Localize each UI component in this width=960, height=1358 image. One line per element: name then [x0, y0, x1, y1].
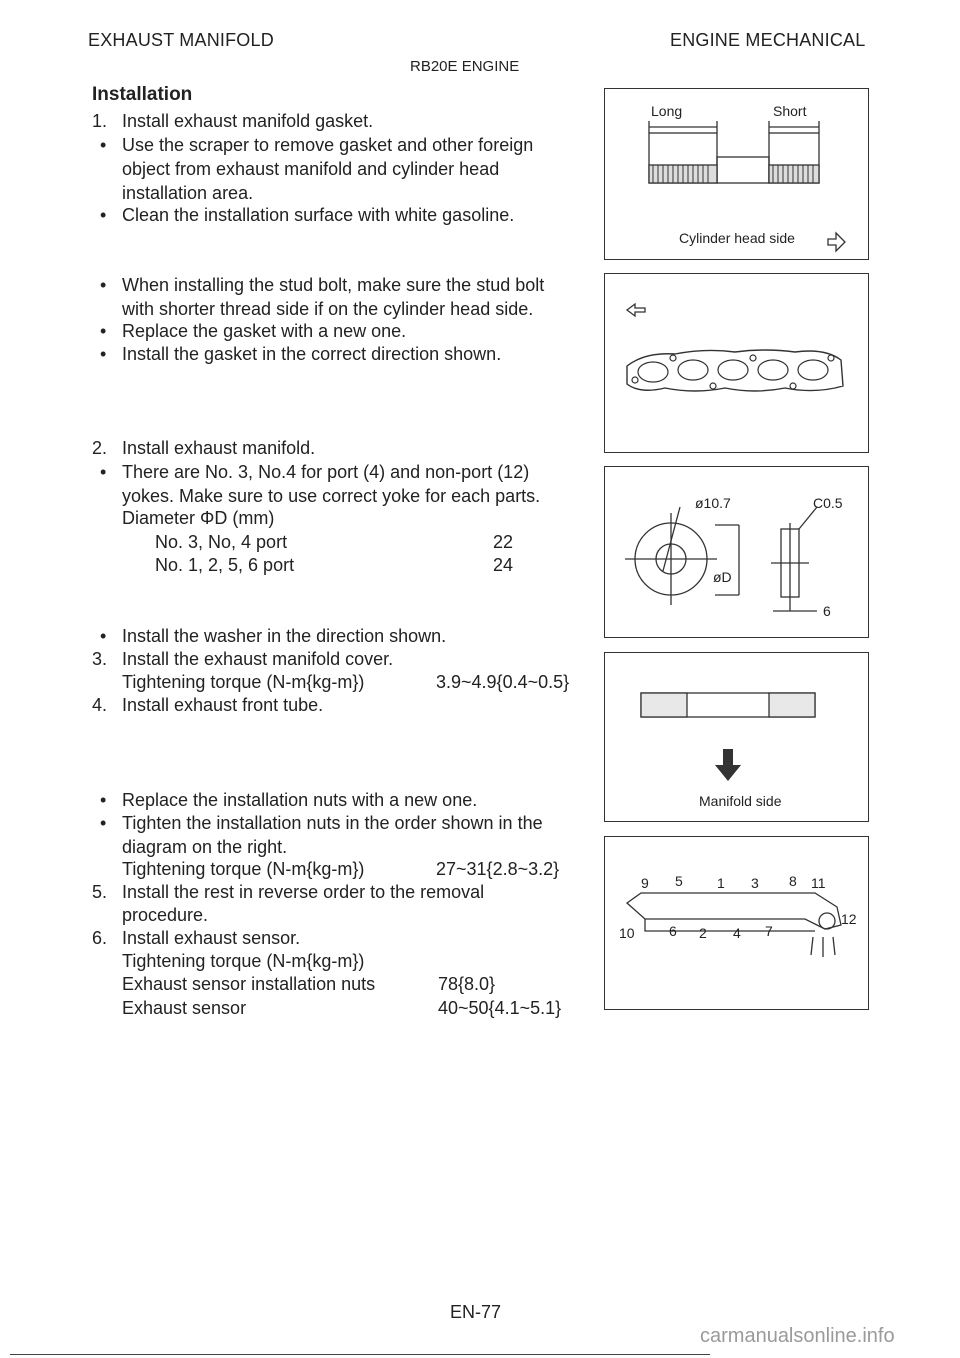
header-left: EXHAUST MANIFOLD [88, 30, 274, 50]
footer-rule [10, 1354, 710, 1355]
torque-label: Tightening torque (N-m{kg-m}) [122, 951, 365, 971]
bullet-text: object from exhaust manifold and cylinder head [122, 159, 500, 179]
label-short: Short [773, 103, 807, 119]
bullet-text: Replace the installation nuts with a new one. [122, 790, 478, 810]
order-12: 12 [841, 911, 857, 927]
bullet: • [100, 205, 107, 225]
section-title: Installation [92, 84, 193, 105]
bullet: • [100, 462, 107, 482]
bullet: • [100, 813, 107, 833]
page-number: EN-77 [450, 1302, 502, 1322]
arrow-down-icon [715, 749, 741, 781]
bullet: • [100, 135, 107, 155]
order-8: 8 [789, 873, 797, 889]
torque-label: Tightening torque (N-m{kg-m}) [122, 859, 365, 879]
diameter-label: Diameter ΦD (mm) [122, 508, 275, 528]
step-number: 6. [92, 928, 108, 948]
step-number: 4. [92, 695, 108, 715]
caption-cylinder-head-side: Cylinder head side [679, 230, 795, 246]
figure-washer [604, 466, 869, 638]
bullet-text: yokes. Make sure to use correct yoke for each parts. [122, 486, 541, 506]
caption-manifold-side: Manifold side [699, 793, 782, 809]
bullet: • [100, 275, 107, 295]
bullet-text: Clean the installation surface with white gasoline. [122, 205, 515, 225]
figure-tightening-order [604, 836, 869, 1010]
bullet-text: diagram on the right. [122, 837, 288, 857]
spec-label: Exhaust sensor [122, 998, 247, 1018]
figure-gasket [604, 273, 869, 453]
torque-label: Tightening torque (N-m{kg-m}) [122, 672, 365, 692]
diameter-row-value: 22 [493, 532, 514, 552]
diameter-row-label: No. 3, No, 4 port [155, 532, 288, 552]
header-right: ENGINE MECHANICAL [670, 30, 866, 50]
order-4: 4 [733, 925, 741, 941]
bullet: • [100, 344, 107, 364]
label-thickness: 6 [823, 603, 831, 619]
bullet-text: Tighten the installation nuts in the order shown in the [122, 813, 543, 833]
bullet: • [100, 626, 107, 646]
bullet-text: Replace the gasket with a new one. [122, 321, 407, 341]
bullet-text: There are No. 3, No.4 for port (4) and non-port (12) [122, 462, 530, 482]
order-10: 10 [619, 925, 635, 941]
spec-label: Exhaust sensor installation nuts [122, 974, 376, 994]
label-inner-diameter: øD [713, 569, 732, 585]
order-6: 6 [669, 923, 677, 939]
step-text: Install the rest in reverse order to the removal [122, 882, 485, 902]
label-chamfer: C0.5 [813, 495, 843, 511]
arrow-left-icon [627, 304, 645, 316]
bullet-text: installation area. [122, 183, 254, 203]
diameter-row-label: No. 1, 2, 5, 6 port [155, 555, 295, 575]
bullet-text: When installing the stud bolt, make sure the stud bolt [122, 275, 545, 295]
step-number: 3. [92, 649, 108, 669]
order-3: 3 [751, 875, 759, 891]
bullet: • [100, 321, 107, 341]
figure-stud-bolt [604, 88, 869, 260]
step-text: Install the exhaust manifold cover. [122, 649, 394, 669]
spec-value: 40~50{4.1~5.1} [438, 998, 562, 1018]
order-5: 5 [675, 873, 683, 889]
step-text: Install exhaust manifold gasket. [122, 111, 374, 131]
arrow-right-icon [828, 233, 845, 251]
order-1: 1 [717, 875, 725, 891]
step-number: 2. [92, 438, 108, 458]
diameter-row-value: 24 [493, 555, 514, 575]
bullet-text: with shorter thread side if on the cylinder head side. [122, 299, 534, 319]
bullet-text: Install the washer in the direction shown. [122, 626, 447, 646]
label-outer-diameter: ø10.7 [695, 495, 731, 511]
step-number: 1. [92, 111, 108, 131]
spec-value: 78{8.0} [438, 974, 496, 994]
header-center: RB20E ENGINE [410, 58, 520, 75]
watermark: carmanualsonline.info [700, 1325, 895, 1347]
order-11: 11 [811, 875, 826, 891]
torque-value: 3.9~4.9{0.4~0.5} [436, 672, 570, 692]
step-text: procedure. [122, 905, 209, 925]
order-2: 2 [699, 925, 707, 941]
step-number: 5. [92, 882, 108, 902]
bullet-text: Install the gasket in the correct direction shown. [122, 344, 502, 364]
bullet-text: Use the scraper to remove gasket and other foreign [122, 135, 534, 155]
label-long: Long [651, 103, 683, 119]
order-9: 9 [641, 875, 649, 891]
order-7: 7 [765, 923, 773, 939]
bullet: • [100, 790, 107, 810]
step-text: Install exhaust sensor. [122, 928, 301, 948]
figure-cover-orientation [604, 652, 869, 822]
step-text: Install exhaust manifold. [122, 438, 316, 458]
torque-value: 27~31{2.8~3.2} [436, 859, 560, 879]
step-text: Install exhaust front tube. [122, 695, 324, 715]
